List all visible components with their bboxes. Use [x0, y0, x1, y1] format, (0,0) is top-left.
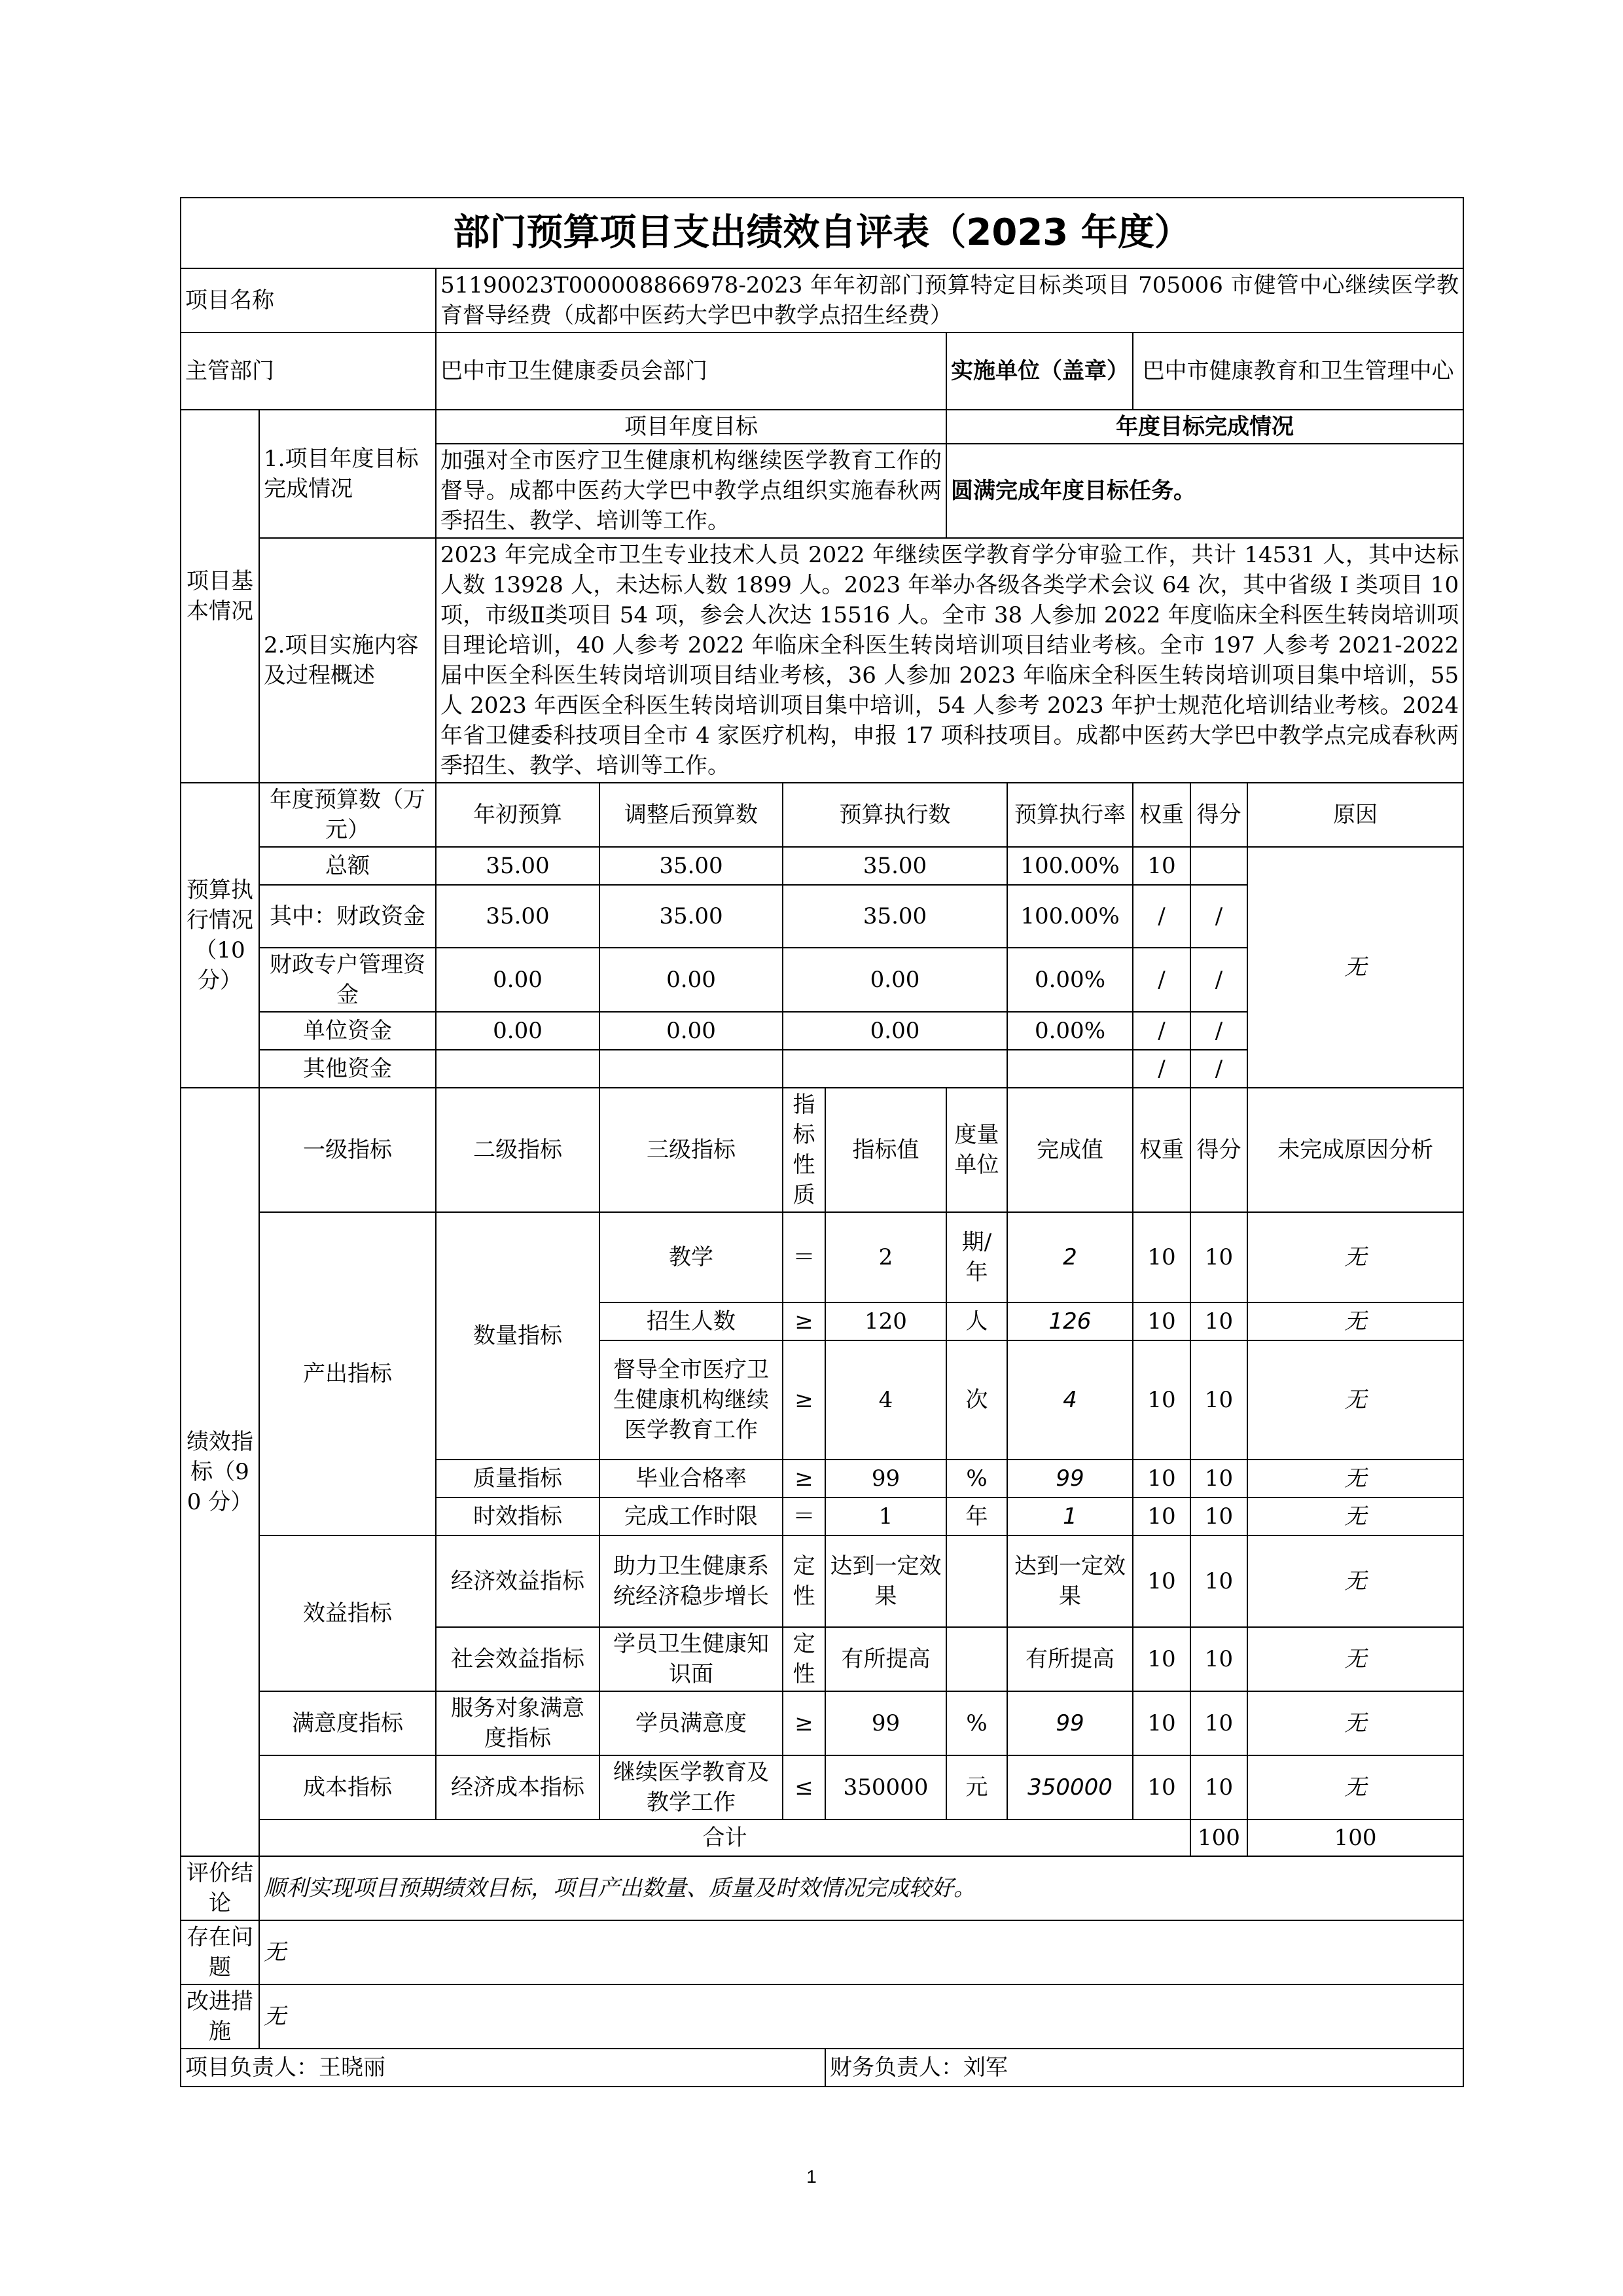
perf-l1: 成本指标	[259, 1755, 436, 1820]
perf-l3: 督导全市医疗卫生健康机构继续医学教育工作	[599, 1340, 783, 1460]
goal-label: 1.项目年度目标完成情况	[259, 410, 436, 538]
budget-score	[1190, 847, 1247, 885]
perf-row	[181, 1535, 1463, 1627]
process-text: 2023 年完成全市卫生专业技术人员 2022 年继续医学教育学分审验工作，共计 14531 人，其中达标人数 13928 人，未达标人数 1899 人。2023 年举办各级各类学术会议 64 次，其中省级 I 类项目 10 项，市级Ⅱ类项目 54 项，参会人次达 15516 人。全市 38 人参加 2022 年度临床全科医生转岗培训项目理论培训，40 人参考 2022 年临床全科医生转岗培训项目结业考核。全市 197 人参考 2021-2022 届中医全科医生转岗培训项目结业考核，36 人参加 2023 年临床全科医生转岗培训项目集中培训，55 人 2023 年西医全科医生转岗培训项目集中培训，54 人参考 2023 年护士规范化培训结业考核。2024 年省卫健委科技项目全市 4 家医疗机构，申报 17 项科技项目。成都中医药大学巴中教学点完成春秋两季招生、教学、培训等工作。	[436, 538, 1463, 783]
perf-weight: 10	[1133, 1302, 1190, 1340]
dept-value: 巴中市卫生健康委员会部门	[436, 332, 946, 410]
budget-adj: 0.00	[599, 1012, 783, 1050]
budget-adj: 35.00	[599, 847, 783, 885]
budget-score: /	[1190, 1050, 1247, 1088]
perf-unit	[946, 1627, 1007, 1691]
budget-row-label: 其中：财政资金	[259, 885, 436, 948]
budget-row-label: 财政专户管理资金	[259, 948, 436, 1012]
perf-target: 2	[825, 1212, 946, 1302]
perf-target: 350000	[825, 1755, 946, 1820]
perf-unit: 期/年	[946, 1212, 1007, 1302]
budget-exec: 35.00	[783, 847, 1007, 885]
perf-l2: 经济成本指标	[436, 1755, 599, 1820]
project-name-value: 51190023T000008866978-2023 年年初部门预算特定目标类项目 705006 市健管中心继续医学教育督导经费（成都中医药大学巴中教学点招生经费）	[436, 268, 1463, 332]
perf-row	[181, 1691, 1463, 1755]
perf-score: 10	[1190, 1460, 1247, 1498]
budget-row-label: 总额	[259, 847, 436, 885]
budget-init: 35.00	[436, 885, 599, 948]
perf-reason: 无	[1247, 1340, 1463, 1460]
perf-reason: 无	[1247, 1755, 1463, 1820]
budget-header-cell: 预算执行率	[1007, 783, 1133, 847]
perf-reason: 无	[1247, 1498, 1463, 1535]
perf-unit: 人	[946, 1302, 1007, 1340]
perf-actual: 350000	[1007, 1755, 1133, 1820]
budget-row	[181, 847, 1463, 885]
process-label: 2.项目实施内容及过程概述	[259, 538, 436, 783]
goal-text: 加强对全市医疗卫生健康机构继续医学教育工作的督导。成都中医药大学巴中教学点组织实施春秋两季招生、教学、培训等工作。	[436, 444, 946, 538]
perf-reason: 无	[1247, 1691, 1463, 1755]
perf-op: 定性	[783, 1627, 825, 1691]
budget-header-cell: 原因	[1247, 783, 1463, 847]
perf-header-cell: 度量单位	[946, 1088, 1007, 1212]
perf-weight: 10	[1133, 1498, 1190, 1535]
budget-weight: /	[1133, 885, 1190, 948]
perf-l3: 学员卫生健康知识面	[599, 1627, 783, 1691]
finance-leader: 财务负责人：刘军	[825, 2049, 1463, 2087]
perf-l3: 学员满意度	[599, 1691, 783, 1755]
perf-actual: 99	[1007, 1691, 1133, 1755]
perf-weight: 10	[1133, 1212, 1190, 1302]
goal-header: 项目年度目标	[436, 410, 946, 444]
perf-weight: 10	[1133, 1535, 1190, 1627]
perf-actual: 有所提高	[1007, 1627, 1133, 1691]
budget-exec: 35.00	[783, 885, 1007, 948]
budget-rate: 100.00%	[1007, 847, 1133, 885]
budget-header-cell: 得分	[1190, 783, 1247, 847]
perf-op: ＝	[783, 1498, 825, 1535]
total-weight: 100	[1190, 1820, 1247, 1856]
perf-score: 10	[1190, 1627, 1247, 1691]
perf-header-cell: 二级指标	[436, 1088, 599, 1212]
perf-l2: 数量指标	[436, 1212, 599, 1460]
perf-op: ≥	[783, 1691, 825, 1755]
budget-score: /	[1190, 885, 1247, 948]
perf-unit: 年	[946, 1498, 1007, 1535]
total-label: 合计	[259, 1820, 1190, 1856]
perf-actual: 4	[1007, 1340, 1133, 1460]
budget-weight: /	[1133, 1012, 1190, 1050]
perf-op: ≥	[783, 1340, 825, 1460]
perf-header-cell: 未完成原因分析	[1247, 1088, 1463, 1212]
budget-header-cell: 年初预算	[436, 783, 599, 847]
perf-target: 99	[825, 1691, 946, 1755]
budget-adj: 35.00	[599, 885, 783, 948]
issues-label: 存在问题	[181, 1920, 259, 1984]
perf-row	[181, 1212, 1463, 1302]
perf-reason: 无	[1247, 1535, 1463, 1627]
perf-target: 有所提高	[825, 1627, 946, 1691]
budget-exec	[783, 1050, 1007, 1088]
budget-weight: /	[1133, 948, 1190, 1012]
perf-target: 4	[825, 1340, 946, 1460]
budget-init	[436, 1050, 599, 1088]
conclusion-text: 顺利实现项目预期绩效目标，项目产出数量、质量及时效情况完成较好。	[259, 1856, 1463, 1920]
budget-reason: 无	[1247, 847, 1463, 1088]
perf-unit: 元	[946, 1755, 1007, 1820]
perf-target: 99	[825, 1460, 946, 1498]
budget-header-cell: 年度预算数（万元）	[259, 783, 436, 847]
perf-target: 达到一定效果	[825, 1535, 946, 1627]
perf-l2: 经济效益指标	[436, 1535, 599, 1627]
perf-header-cell: 得分	[1190, 1088, 1247, 1212]
perf-header-cell: 指标值	[825, 1088, 946, 1212]
budget-weight: /	[1133, 1050, 1190, 1088]
perf-op: ≤	[783, 1755, 825, 1820]
perf-actual: 126	[1007, 1302, 1133, 1340]
budget-adj: 0.00	[599, 948, 783, 1012]
perf-op: 定性	[783, 1535, 825, 1627]
perf-score: 10	[1190, 1498, 1247, 1535]
budget-weight: 10	[1133, 847, 1190, 885]
project-name-label: 项目名称	[181, 268, 436, 332]
perf-op: ≥	[783, 1460, 825, 1498]
perf-l2: 服务对象满意度指标	[436, 1691, 599, 1755]
perf-l3: 继续医学教育及教学工作	[599, 1755, 783, 1820]
perf-header-cell: 完成值	[1007, 1088, 1133, 1212]
perf-reason: 无	[1247, 1212, 1463, 1302]
perf-header-cell: 一级指标	[259, 1088, 436, 1212]
perf-l3: 教学	[599, 1212, 783, 1302]
perf-target: 120	[825, 1302, 946, 1340]
done-header: 年度目标完成情况	[946, 410, 1463, 444]
performance-evaluation-table	[180, 197, 1464, 2087]
perf-l3: 毕业合格率	[599, 1460, 783, 1498]
perf-actual: 达到一定效果	[1007, 1535, 1133, 1627]
perf-l3: 招生人数	[599, 1302, 783, 1340]
budget-rate	[1007, 1050, 1133, 1088]
budget-init: 0.00	[436, 948, 599, 1012]
perf-l3: 助力卫生健康系统经济稳步增长	[599, 1535, 783, 1627]
perf-reason: 无	[1247, 1460, 1463, 1498]
done-text: 圆满完成年度目标任务。	[946, 444, 1463, 538]
budget-row-label: 单位资金	[259, 1012, 436, 1050]
perf-reason: 无	[1247, 1627, 1463, 1691]
perf-l2: 时效指标	[436, 1498, 599, 1535]
perf-weight: 10	[1133, 1627, 1190, 1691]
perf-actual: 2	[1007, 1212, 1133, 1302]
perf-l2: 质量指标	[436, 1460, 599, 1498]
perf-score: 10	[1190, 1212, 1247, 1302]
budget-exec: 0.00	[783, 1012, 1007, 1050]
page-title: 部门预算项目支出绩效自评表（2023 年度）	[181, 198, 1463, 268]
perf-header-cell: 三级指标	[599, 1088, 783, 1212]
basic-section-label: 项目基本情况	[181, 410, 259, 783]
perf-score: 10	[1190, 1535, 1247, 1627]
budget-score: /	[1190, 1012, 1247, 1050]
budget-exec: 0.00	[783, 948, 1007, 1012]
perf-l1: 满意度指标	[259, 1691, 436, 1755]
perf-unit	[946, 1535, 1007, 1627]
perf-score: 10	[1190, 1691, 1247, 1755]
perf-actual: 1	[1007, 1498, 1133, 1535]
perf-row	[181, 1755, 1463, 1820]
measures-label: 改进措施	[181, 1984, 259, 2049]
perf-score: 10	[1190, 1340, 1247, 1460]
impl-unit-value: 巴中市健康教育和卫生管理中心	[1133, 332, 1463, 410]
page-number: 1	[806, 2166, 817, 2187]
perf-op: ≥	[783, 1302, 825, 1340]
perf-weight: 10	[1133, 1691, 1190, 1755]
perf-unit: %	[946, 1460, 1007, 1498]
budget-header-cell: 预算执行数	[783, 783, 1007, 847]
measures-text: 无	[259, 1984, 1463, 2049]
budget-rate: 0.00%	[1007, 948, 1133, 1012]
perf-l2: 社会效益指标	[436, 1627, 599, 1691]
perf-l1: 产出指标	[259, 1212, 436, 1535]
budget-score: /	[1190, 948, 1247, 1012]
perf-l1: 效益指标	[259, 1535, 436, 1691]
budget-rate: 100.00%	[1007, 885, 1133, 948]
perf-unit: %	[946, 1691, 1007, 1755]
conclusion-label: 评价结论	[181, 1856, 259, 1920]
perf-header-cell: 权重	[1133, 1088, 1190, 1212]
perf-section-label: 绩效指标（90 分）	[181, 1088, 259, 1856]
perf-reason: 无	[1247, 1302, 1463, 1340]
budget-adj	[599, 1050, 783, 1088]
issues-text: 无	[259, 1920, 1463, 1984]
budget-row-label: 其他资金	[259, 1050, 436, 1088]
perf-score: 10	[1190, 1302, 1247, 1340]
perf-weight: 10	[1133, 1460, 1190, 1498]
perf-score: 10	[1190, 1755, 1247, 1820]
total-score: 100	[1247, 1820, 1463, 1856]
perf-weight: 10	[1133, 1755, 1190, 1820]
perf-l3: 完成工作时限	[599, 1498, 783, 1535]
budget-section-label: 预算执行情况（10 分）	[181, 783, 259, 1088]
budget-rate: 0.00%	[1007, 1012, 1133, 1050]
budget-init: 35.00	[436, 847, 599, 885]
dept-label: 主管部门	[181, 332, 436, 410]
perf-unit: 次	[946, 1340, 1007, 1460]
project-leader: 项目负责人：王晓丽	[181, 2049, 825, 2087]
budget-header-cell: 调整后预算数	[599, 783, 783, 847]
impl-unit-label: 实施单位（盖章）	[946, 332, 1133, 410]
budget-init: 0.00	[436, 1012, 599, 1050]
budget-header-cell: 权重	[1133, 783, 1190, 847]
perf-weight: 10	[1133, 1340, 1190, 1460]
perf-actual: 99	[1007, 1460, 1133, 1498]
perf-op: ＝	[783, 1212, 825, 1302]
perf-header-cell: 指标性质	[783, 1088, 825, 1212]
perf-target: 1	[825, 1498, 946, 1535]
